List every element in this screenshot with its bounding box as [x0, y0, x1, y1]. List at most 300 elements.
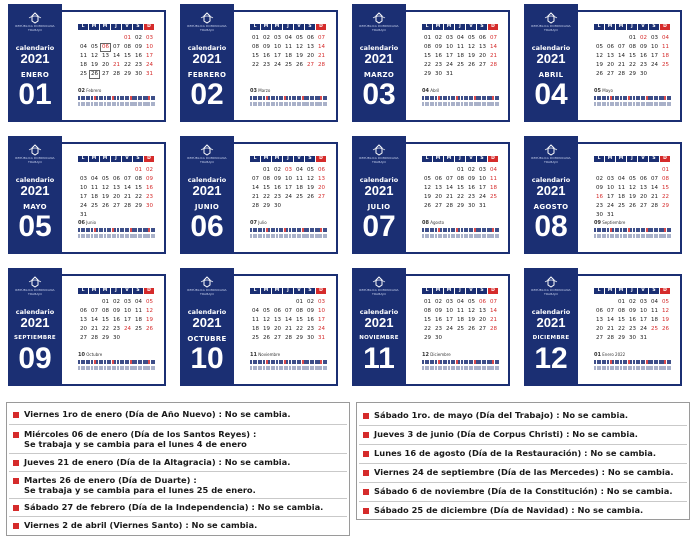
next-month-label: 04 Abril: [422, 88, 440, 94]
empty-cell: [250, 166, 261, 175]
day-cell: 07: [490, 299, 497, 305]
weekday-label: D: [660, 156, 670, 162]
day-cell: 12: [596, 53, 603, 59]
divider: [359, 444, 687, 445]
weekday-label: M: [444, 24, 454, 30]
year-label: 2021: [536, 315, 566, 330]
weekday-label: M: [272, 156, 282, 162]
day-cell: 21: [124, 194, 131, 200]
day-cell: 16: [307, 317, 314, 323]
day-cell: 15: [124, 53, 131, 59]
day-cell: 11: [662, 44, 669, 50]
day-cell: 24: [446, 326, 453, 332]
day-cell: 13: [274, 317, 281, 323]
day-cell: 05: [662, 299, 669, 305]
day-cell: 03: [80, 176, 87, 182]
next-month-strip: [594, 96, 672, 106]
day-cell: 22: [457, 194, 464, 200]
day-cell: 02: [596, 176, 603, 182]
empty-cell: [433, 166, 444, 175]
day-cell: 17: [607, 194, 614, 200]
month-number: 10: [190, 342, 224, 375]
empty-cell: [616, 34, 627, 43]
day-cell: 22: [252, 62, 259, 68]
day-cell: 30: [435, 71, 442, 77]
weekday-label: D: [316, 288, 326, 294]
coat-of-arms-icon: [26, 144, 44, 156]
day-cell: 13: [596, 317, 603, 323]
day-cell: 29: [457, 203, 464, 209]
institution-text: REPÚBLICA DOMINICANA TRABAJO: [187, 288, 227, 296]
day-cell: 17: [274, 53, 281, 59]
day-cell: 03: [124, 299, 131, 305]
day-cell: 07: [618, 44, 625, 50]
day-cell: 14: [91, 317, 98, 323]
day-cell: 16: [629, 317, 636, 323]
day-grid: [422, 298, 500, 343]
empty-cell: [89, 298, 100, 307]
day-cell: 09: [135, 44, 142, 50]
day-cell: 02: [468, 167, 475, 173]
day-cell: 23: [113, 326, 120, 332]
day-cell: 31: [318, 335, 325, 341]
day-cell: 29: [424, 71, 431, 77]
weekday-label: S: [305, 24, 315, 30]
day-cell: 02: [307, 299, 314, 305]
coat-of-arms-icon: [198, 12, 216, 24]
weekday-label: S: [649, 156, 659, 162]
day-cell: 06: [596, 308, 603, 314]
day-cell: 24: [640, 326, 647, 332]
day-cell: 10: [285, 176, 292, 182]
weekday-label: L: [250, 288, 260, 294]
day-cell: 07: [651, 176, 658, 182]
day-cell: 16: [435, 317, 442, 323]
day-cell: 15: [102, 317, 109, 323]
month-name: JUNIO: [194, 203, 220, 211]
day-cell: 08: [252, 44, 259, 50]
day-cell: 19: [296, 53, 303, 59]
day-cell: 02: [435, 35, 442, 41]
month-band: [8, 4, 62, 122]
day-cell: 08: [124, 44, 131, 50]
calendar-label: calendario: [187, 176, 227, 184]
day-cell: 20: [113, 194, 120, 200]
day-cell: 22: [618, 326, 625, 332]
day-cell: 02: [640, 35, 647, 41]
next-month-strip: [78, 360, 156, 370]
day-cell: 06: [479, 299, 486, 305]
day-cell: 11: [618, 185, 625, 191]
calendar-grid: [8, 4, 688, 394]
month-name: NOVIEMBRE: [359, 335, 399, 341]
weekday-label: J: [111, 288, 121, 294]
day-cell: 23: [435, 62, 442, 68]
month-name: FEBRERO: [187, 71, 227, 79]
day-cell: 15: [263, 185, 270, 191]
weekday-label: M: [89, 288, 99, 294]
day-cell: 15: [252, 53, 259, 59]
day-cell: 11: [252, 317, 259, 323]
day-cell: 22: [263, 194, 270, 200]
day-cell: 30: [135, 71, 142, 77]
month-card-08: [524, 136, 684, 254]
year-label: 2021: [364, 315, 394, 330]
weekday-label: S: [305, 156, 315, 162]
weekday-label: D: [488, 24, 498, 30]
day-cell: 16: [596, 194, 603, 200]
day-cell: 14: [113, 53, 120, 59]
weekday-label: V: [122, 288, 132, 294]
day-cell: 27: [596, 335, 603, 341]
month-name: SEPTIEMBRE: [14, 335, 56, 341]
day-cell: 13: [307, 44, 314, 50]
day-cell: 07: [285, 308, 292, 314]
day-cell: 31: [479, 203, 486, 209]
day-cell: 05: [146, 299, 153, 305]
day-cell: 06: [318, 167, 325, 173]
month-name: MAYO: [23, 203, 47, 211]
day-cell: 08: [296, 308, 303, 314]
day-grid: [78, 166, 156, 220]
month-band: [352, 268, 406, 386]
day-cell: 10: [479, 176, 486, 182]
divider: [9, 471, 347, 472]
weekday-label: L: [78, 24, 88, 30]
month-number: 05: [18, 210, 52, 243]
day-cell: 04: [296, 167, 303, 173]
weekday-label: M: [616, 24, 626, 30]
weekday-label: S: [477, 288, 487, 294]
day-cell: 28: [446, 203, 453, 209]
day-cell: 15: [662, 185, 669, 191]
next-month-strip: [594, 228, 672, 238]
day-cell: 04: [135, 299, 142, 305]
day-cell: 18: [618, 194, 625, 200]
day-cell: 13: [102, 53, 109, 59]
day-cell: 14: [252, 185, 259, 191]
empty-cell: [605, 298, 616, 307]
holiday-item: Sábado 6 de noviembre (Día de la Constitución) : No se cambia.: [363, 486, 685, 496]
day-cell: 28: [113, 71, 120, 77]
next-month-strip: [422, 96, 500, 106]
empty-cell: [78, 166, 89, 175]
empty-cell: [78, 298, 89, 307]
day-cell: 05: [424, 176, 431, 182]
day-cell: 27: [102, 71, 109, 77]
day-cell: 27: [113, 203, 120, 209]
day-cell: 28: [490, 326, 497, 332]
day-cell: 23: [307, 326, 314, 332]
day-cell: 10: [446, 44, 453, 50]
day-cell: 02: [113, 299, 120, 305]
calendar-label: calendario: [531, 308, 571, 316]
weekday-label: V: [294, 24, 304, 30]
weekday-label: M: [616, 156, 626, 162]
day-cell: 05: [629, 176, 636, 182]
holiday-item: Jueves 21 de enero (Día de la Altagracia) : No se cambia.: [13, 457, 345, 467]
day-cell: 17: [285, 185, 292, 191]
weekday-label: L: [250, 156, 260, 162]
holiday-item: Sábado 25 de diciembre (Día de Navidad) : No se cambia.: [363, 505, 685, 515]
institution-text: REPÚBLICA DOMINICANA TRABAJO: [531, 24, 571, 32]
weekday-header: [594, 24, 671, 31]
day-cell: 29: [424, 335, 431, 341]
empty-cell: [594, 166, 605, 175]
day-cell: 13: [607, 53, 614, 59]
next-month-strip: [422, 360, 500, 370]
day-cell: 21: [252, 194, 259, 200]
day-cell: 05: [468, 299, 475, 305]
day-cell: 14: [446, 185, 453, 191]
empty-cell: [283, 298, 294, 307]
coat-of-arms-icon: [198, 276, 216, 288]
weekday-label: S: [649, 288, 659, 294]
day-cell: 30: [629, 335, 636, 341]
day-cell: 01: [296, 299, 303, 305]
weekday-label: J: [627, 156, 637, 162]
day-cell: 14: [607, 317, 614, 323]
day-cell: 08: [629, 44, 636, 50]
day-cell: 18: [457, 317, 464, 323]
day-cell: 16: [263, 53, 270, 59]
day-cell: 03: [651, 35, 658, 41]
day-cell: 08: [424, 44, 431, 50]
day-cell: 24: [80, 203, 87, 209]
weekday-label: M: [100, 24, 110, 30]
day-cell: 25: [285, 62, 292, 68]
day-cell: 21: [91, 326, 98, 332]
empty-cell: [89, 166, 100, 175]
month-number: 08: [534, 210, 568, 243]
day-cell: 12: [263, 317, 270, 323]
next-month-strip: [78, 228, 156, 238]
day-cell: 15: [424, 317, 431, 323]
holiday-item: Sábado 1ro. de mayo (Día del Trabajo) : No se cambia.: [363, 410, 685, 420]
weekday-label: J: [111, 156, 121, 162]
month-band: [524, 268, 578, 386]
weekday-label: M: [433, 288, 443, 294]
month-number: 03: [362, 78, 396, 111]
month-card-05: [8, 136, 168, 254]
day-cell: 24: [651, 62, 658, 68]
month-number: 02: [190, 78, 224, 111]
weekday-label: L: [78, 288, 88, 294]
empty-cell: [444, 166, 455, 175]
day-cell: 22: [424, 62, 431, 68]
day-cell: 25: [457, 326, 464, 332]
bullet-icon: [13, 432, 19, 438]
weekday-label: V: [122, 156, 132, 162]
month-number: 01: [18, 78, 52, 111]
day-cell: 10: [318, 308, 325, 314]
weekday-header: [594, 156, 671, 163]
day-cell: 13: [640, 185, 647, 191]
day-cell: 11: [651, 308, 658, 314]
day-cell: 10: [640, 308, 647, 314]
year-label: 2021: [364, 183, 394, 198]
day-cell: 23: [146, 194, 153, 200]
day-cell: 28: [252, 203, 259, 209]
coat-of-arms-icon: [370, 276, 388, 288]
day-cell: 14: [490, 308, 497, 314]
day-cell: 12: [102, 185, 109, 191]
holiday-item: Jueves 3 de junio (Día de Corpus Christi) : No se cambia.: [363, 429, 685, 439]
day-cell: 07: [607, 308, 614, 314]
day-cell: 18: [662, 53, 669, 59]
day-cell: 26: [91, 71, 98, 77]
day-cell: 14: [490, 44, 497, 50]
day-cell: 24: [479, 194, 486, 200]
weekday-label: M: [605, 288, 615, 294]
day-cell: 22: [662, 194, 669, 200]
day-cell: 04: [457, 35, 464, 41]
day-cell: 09: [263, 44, 270, 50]
weekday-label: L: [250, 24, 260, 30]
holiday-item: Sábado 27 de febrero (Día de la Independencia) : No se cambia.: [13, 502, 345, 512]
day-cell: 21: [446, 194, 453, 200]
day-cell: 15: [424, 53, 431, 59]
weekday-label: S: [133, 288, 143, 294]
weekday-label: D: [316, 24, 326, 30]
day-cell: 09: [596, 185, 603, 191]
year-label: 2021: [20, 315, 50, 330]
empty-cell: [111, 166, 122, 175]
weekday-label: M: [89, 24, 99, 30]
holiday-item: Viernes 24 de septiembre (Día de las Mercedes) : No se cambia.: [363, 467, 685, 477]
coat-of-arms-icon: [198, 144, 216, 156]
day-cell: 03: [640, 299, 647, 305]
day-cell: 21: [113, 62, 120, 68]
empty-cell: [78, 34, 89, 43]
day-cell: 05: [296, 35, 303, 41]
day-cell: 13: [479, 308, 486, 314]
day-cell: 17: [446, 53, 453, 59]
bullet-icon: [363, 451, 369, 457]
day-cell: 27: [318, 194, 325, 200]
day-cell: 26: [596, 71, 603, 77]
day-cell: 16: [113, 317, 120, 323]
divider: [359, 501, 687, 502]
day-cell: 06: [640, 176, 647, 182]
empty-cell: [89, 34, 100, 43]
year-label: 2021: [536, 183, 566, 198]
bullet-icon: [363, 413, 369, 419]
day-cell: 21: [285, 326, 292, 332]
day-cell: 29: [124, 71, 131, 77]
month-card-10: [180, 268, 340, 386]
day-cell: 25: [296, 194, 303, 200]
day-cell: 27: [435, 203, 442, 209]
day-cell: 26: [468, 62, 475, 68]
month-name: MARZO: [363, 71, 395, 79]
day-cell: 24: [318, 326, 325, 332]
day-cell: 11: [490, 176, 497, 182]
empty-cell: [594, 34, 605, 43]
month-number: 09: [18, 342, 52, 375]
day-cell: 08: [457, 176, 464, 182]
next-month-label: 10 Octubre: [78, 352, 103, 358]
day-cell: 21: [490, 317, 497, 323]
day-cell: 03: [607, 176, 614, 182]
day-cell: 02: [146, 167, 153, 173]
day-cell: 09: [146, 176, 153, 182]
day-cell: 17: [651, 53, 658, 59]
divider: [9, 424, 347, 425]
day-cell: 19: [307, 185, 314, 191]
divider: [359, 482, 687, 483]
day-cell: 08: [424, 308, 431, 314]
day-cell: 09: [307, 308, 314, 314]
coat-of-arms-icon: [370, 12, 388, 24]
holiday-list-right: [356, 402, 690, 520]
weekday-label: M: [261, 288, 271, 294]
day-cell: 19: [424, 194, 431, 200]
day-cell: 18: [457, 53, 464, 59]
day-cell: 08: [662, 176, 669, 182]
weekday-label: S: [133, 156, 143, 162]
weekday-label: D: [660, 24, 670, 30]
month-band: [8, 268, 62, 386]
weekday-label: J: [455, 24, 465, 30]
day-cell: 04: [662, 35, 669, 41]
day-cell: 23: [640, 62, 647, 68]
next-month-label: 08 Agosto: [422, 220, 445, 226]
day-cell: 30: [435, 335, 442, 341]
day-cell: 06: [479, 35, 486, 41]
day-cell: 05: [91, 44, 98, 50]
day-cell: 29: [135, 203, 142, 209]
bullet-icon: [13, 478, 19, 484]
day-cell: 18: [296, 185, 303, 191]
weekday-label: D: [660, 288, 670, 294]
weekday-label: L: [78, 156, 88, 162]
next-month-label: 12 Diciembre: [422, 352, 451, 358]
day-cell: 20: [80, 326, 87, 332]
holiday-item: Lunes 16 de agosto (Día de la Restauración) : No se cambia.: [363, 448, 685, 458]
day-cell: 05: [263, 308, 270, 314]
day-cell: 30: [307, 335, 314, 341]
calendar-label: calendario: [359, 44, 399, 52]
day-cell: 22: [424, 326, 431, 332]
day-cell: 08: [263, 176, 270, 182]
day-cell: 27: [479, 326, 486, 332]
holiday-item: Martes 26 de enero (Día de Duarte) : Se trabaja y se cambia para el lunes 25 de enero.: [13, 475, 345, 495]
day-cell: 25: [252, 335, 259, 341]
day-cell: 12: [296, 44, 303, 50]
weekday-label: M: [444, 156, 454, 162]
day-cell: 28: [285, 335, 292, 341]
day-cell: 29: [662, 203, 669, 209]
day-cell: 04: [91, 176, 98, 182]
bullet-icon: [363, 470, 369, 476]
month-band: [180, 4, 234, 122]
institution-text: REPÚBLICA DOMINICANA TRABAJO: [187, 156, 227, 164]
day-cell: 18: [80, 62, 87, 68]
day-cell: 30: [113, 335, 120, 341]
empty-cell: [261, 298, 272, 307]
day-cell: 23: [468, 194, 475, 200]
month-card-07: [352, 136, 512, 254]
month-name: ENERO: [20, 71, 50, 79]
day-cell: 19: [146, 317, 153, 323]
day-cell: 26: [102, 203, 109, 209]
empty-cell: [422, 166, 433, 175]
weekday-label: L: [422, 24, 432, 30]
holiday-item: Viernes 1ro de enero (Día de Año Nuevo) : No se cambia.: [13, 409, 345, 419]
month-name: OCTUBRE: [187, 335, 227, 343]
day-cell: 06: [435, 176, 442, 182]
